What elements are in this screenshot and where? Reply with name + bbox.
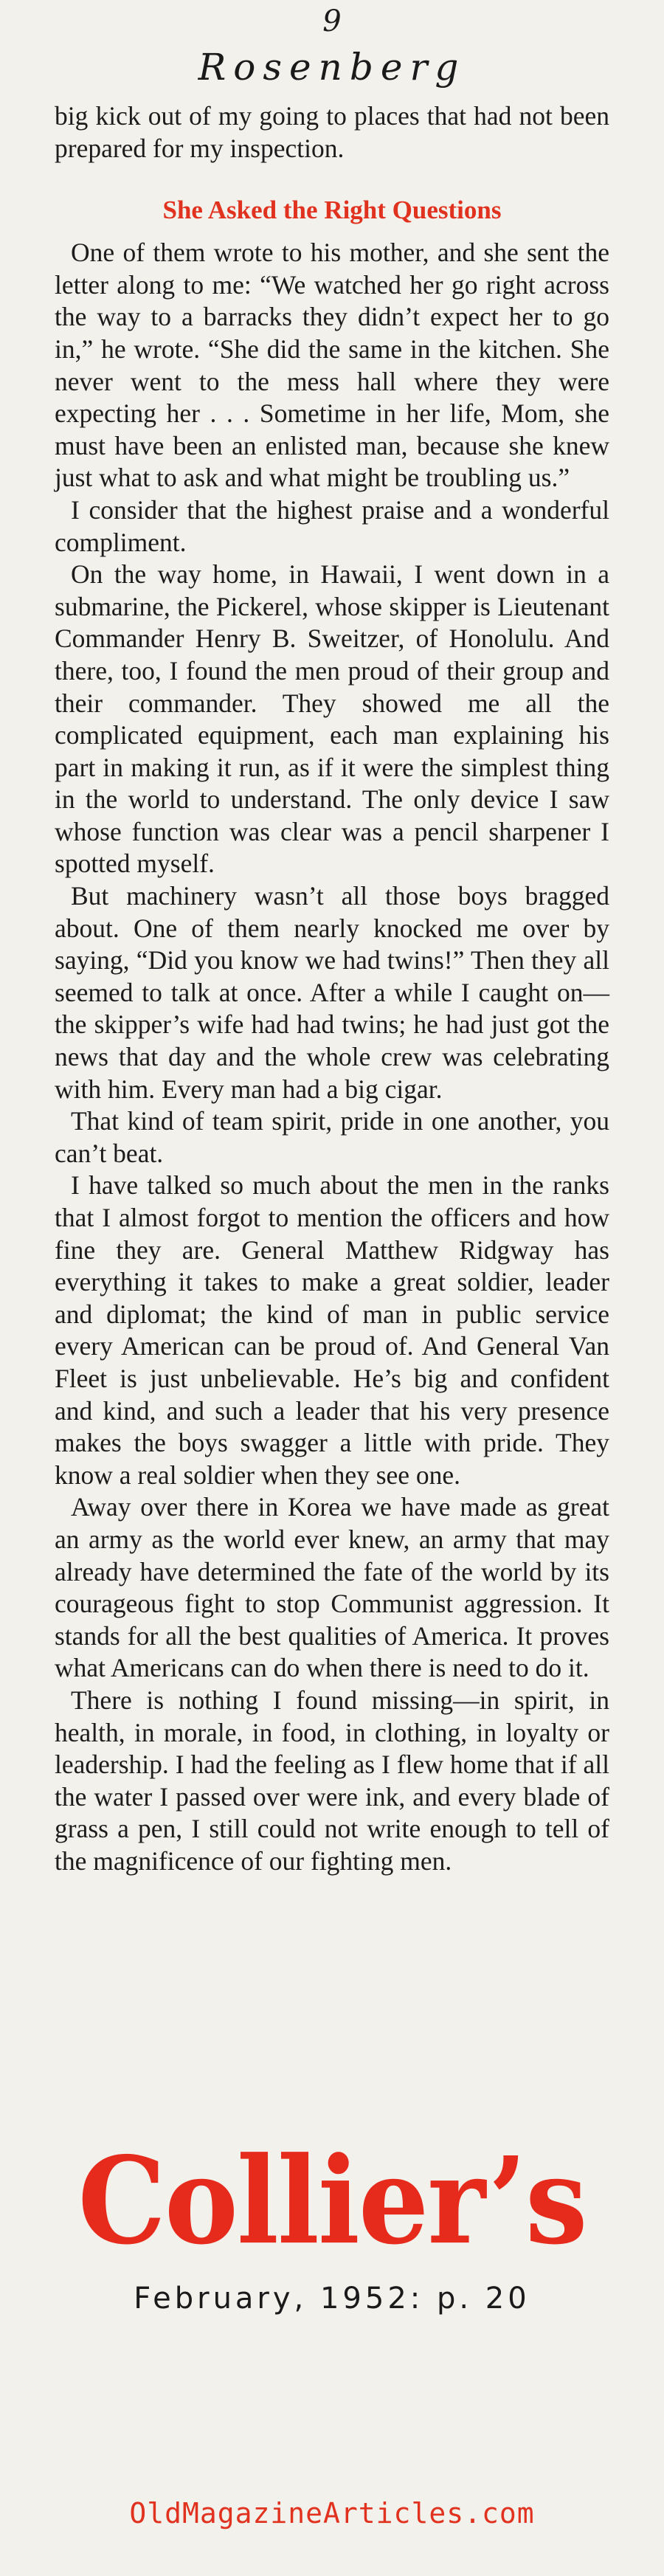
article-paragraph: Away over there in Korea we have made as great an army as the world ever knew, an army that may already have determined the fate of the world by its courageous fight to stop Communist aggression. It stands for all the best qualities of America. It proves what Americans can do when there is need to do it. [55, 1492, 609, 1683]
article-paragraph: That kind of team spirit, pride in one another, you can’t beat. [55, 1106, 609, 1168]
section-heading: She Asked the Right Questions [162, 196, 502, 225]
article-paragraph: I have talked so much about the men in the ranks that I almost forgot to mention the officers and how fine they are. General Matthew Ridgway has everything it takes to make a great soldier, leader and diplomat; the kind of man in public service every American can be proud of. And General Van Fleet is just unbelievable. He’s big and confident and kind, and such a leader that his very presence makes the boys swagger a little with pride. They know a real soldier when they see one. [55, 1170, 609, 1490]
article-paragraph: On the way home, in Hawaii, I went down in a submarine, the Pickerel, whose skipper is Lieutenant Commander Henry B. Sweitzer, of Honolulu. And there, too, I found the men proud of their group and their commander. They showed me all the complicated equipment, each man explaining his part in making it run, as if it were the simplest thing in the world to understand. The only device I saw whose function was clear was a pencil sharpener I spotted myself. [55, 559, 609, 879]
running-head-author: Rosenberg [198, 46, 466, 89]
article-paragraph: But machinery wasn’t all those boys bragged about. One of them nearly knocked me over by saying, “Did you know we had twins!” Then they all seemed to talk at once. After a while I caught on—the skipper’s wife had had twins; he had just got the news that day and the whole crew was celebrating with him. Every man had a big cigar. [55, 881, 609, 1104]
article-body [55, 100, 609, 1877]
source-site-link[interactable]: OldMagazineArticles.com [129, 2497, 535, 2530]
article-paragraph: I consider that the highest praise and a wonderful compliment. [55, 494, 609, 557]
article-paragraph: There is nothing I found missing—in spirit, in health, in morale, in food, in clothing, in loyalty or leadership. I had the feeling as I flew home that if all the water I passed over were ink, and every blade of grass a pen, I still could not write enough to tell of the magnificence of our fighting men. [55, 1685, 609, 1876]
article-paragraph: big kick out of my going to places that had not been prepared for my inspection. [55, 101, 609, 163]
article-paragraph: One of them wrote to his mother, and she sent the letter along to me: “We watched her go right across the way to a barracks they didn’t expect her to go in,” he wrote. “She did the same in the kitchen. She never went to the mess hall where they were expecting her . . . Sometime in her life, Mom, she must have been an enlisted man, because she knew just what to ask and what might be troubling us.” [55, 238, 609, 493]
magazine-logo: Collier’s [77, 2130, 587, 2272]
issue-citation: February, 1952: p. 20 [134, 2282, 530, 2316]
page-number: 9 [322, 4, 342, 38]
